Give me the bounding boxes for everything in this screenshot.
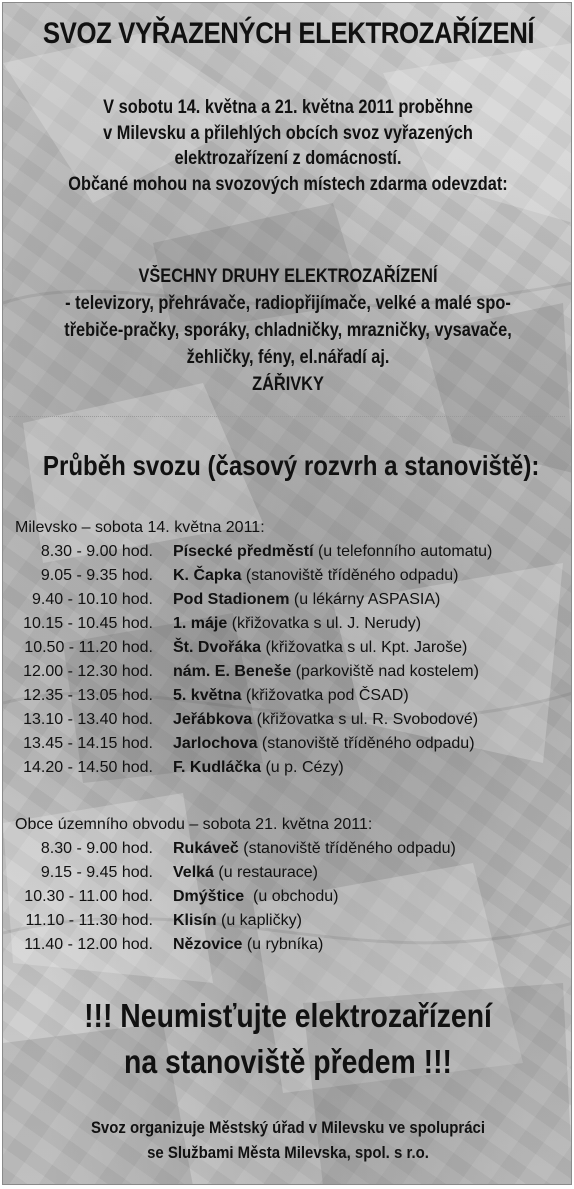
schedule-row bbox=[15, 660, 565, 684]
schedule-location bbox=[173, 612, 421, 636]
schedule-heading: Obce územního obvodu – sobota 21. května 2011: bbox=[15, 816, 373, 833]
location-name: Pod Stadionem bbox=[173, 591, 290, 608]
schedule-time: 9.15 - 9.45 hod. bbox=[40, 864, 153, 881]
schedule-time: 14.20 - 14.50 hod. bbox=[23, 759, 153, 776]
schedule-time: 8.30 - 9.00 hod. bbox=[40, 543, 153, 560]
location-note: (stanoviště tříděného odpadu) bbox=[241, 567, 459, 584]
location-name: 1. máje bbox=[173, 615, 228, 632]
poster-title: SVOZ VYŘAZENÝCH ELEKTROZAŘÍZENÍ bbox=[42, 17, 535, 50]
location-note: (u lékárny ASPASIA) bbox=[289, 591, 441, 608]
location-name: 5. května bbox=[173, 687, 242, 704]
schedule-row bbox=[15, 564, 565, 588]
schedule-location bbox=[173, 564, 459, 588]
location-note: (u rybníka) bbox=[242, 936, 324, 953]
poster bbox=[2, 2, 572, 1185]
schedule-time: 13.45 - 14.15 hod. bbox=[23, 735, 153, 752]
organizer-footer bbox=[3, 1115, 572, 1165]
items-line: žehličky, fény, el.nářadí aj. bbox=[186, 347, 390, 368]
schedule-location bbox=[173, 708, 478, 732]
schedule-time: 12.00 - 12.30 hod. bbox=[23, 663, 153, 680]
warning-text bbox=[3, 993, 572, 1085]
schedule-location bbox=[173, 540, 492, 564]
location-name: Jeřábkova bbox=[173, 711, 253, 728]
location-note: (u kapličky) bbox=[216, 912, 302, 929]
schedule-row bbox=[15, 756, 565, 780]
schedule-row bbox=[15, 732, 565, 756]
location-name: Št. Dvořáka bbox=[173, 639, 262, 656]
schedule-location bbox=[173, 588, 440, 612]
schedule-location bbox=[173, 636, 467, 660]
items-line: - televizory, přehrávače, radiopřijímače, velké a malé spo- bbox=[65, 293, 511, 314]
schedule-row bbox=[15, 684, 565, 708]
warning-line: na stanoviště předem !!! bbox=[123, 1043, 453, 1080]
location-name: nám. E. Beneše bbox=[173, 663, 292, 680]
warning-line: !!! Neumisťujte elektrozařízení bbox=[84, 997, 492, 1034]
schedule-row bbox=[15, 708, 565, 732]
schedule-row bbox=[15, 885, 565, 909]
schedule-row bbox=[15, 861, 565, 885]
schedule-time: 8.30 - 9.00 hod. bbox=[40, 840, 153, 857]
schedule-row bbox=[15, 612, 565, 636]
intro-line: Občané mohou na svozových místech zdarma odevzdat: bbox=[68, 173, 508, 195]
location-name: Písecké předměstí bbox=[173, 543, 314, 560]
location-name: Klisín bbox=[173, 912, 217, 929]
schedule-title: Průběh svozu (časový rozvrh a stanoviště): bbox=[42, 450, 540, 481]
schedule-heading: Milevsko – sobota 14. května 2011: bbox=[15, 519, 265, 536]
dotted-divider bbox=[9, 416, 565, 417]
intro-line: v Milevsku a přilehlých obcích svoz vyřazených bbox=[103, 122, 473, 144]
items-line: ZÁŘIVKY bbox=[252, 374, 324, 395]
location-note: (křižovatka s ul. R. Svobodové) bbox=[252, 711, 479, 728]
schedule-row bbox=[15, 837, 565, 861]
schedule-location bbox=[173, 684, 409, 708]
items-line: třebiče-pračky, sporáky, chladničky, mrazničky, vysavače, bbox=[64, 320, 512, 341]
location-name: Nězovice bbox=[173, 936, 243, 953]
schedule-time: 11.10 - 11.30 hod. bbox=[25, 912, 153, 929]
schedule-location bbox=[173, 909, 302, 933]
intro-text bbox=[3, 95, 572, 197]
schedule-villages bbox=[15, 813, 565, 957]
items-line: VŠECHNY DRUHY ELEKTROZAŘÍZENÍ bbox=[138, 266, 438, 287]
intro-line: V sobotu 14. května a 21. května 2011 proběhne bbox=[103, 97, 473, 118]
footer-line: Svoz organizuje Městský úřad v Milevsku ve spolupráci bbox=[90, 1118, 486, 1137]
schedule-location bbox=[173, 933, 323, 957]
location-name: F. Kudláčka bbox=[173, 759, 262, 776]
location-note: (stanoviště tříděného odpadu) bbox=[257, 735, 475, 752]
location-name: Rukáveč bbox=[173, 840, 239, 857]
location-note: (u restaurace) bbox=[213, 864, 318, 881]
location-name: Dmýštice bbox=[173, 888, 245, 905]
intro-line: elektrozařízení z domácností. bbox=[174, 148, 402, 169]
schedule-row bbox=[15, 909, 565, 933]
schedule-row bbox=[15, 588, 565, 612]
schedule-location bbox=[173, 861, 318, 885]
location-note: (parkoviště nad kostelem) bbox=[291, 663, 479, 680]
location-note: (u telefonního automatu) bbox=[313, 543, 493, 560]
schedule-row bbox=[15, 636, 565, 660]
schedule-row bbox=[15, 933, 565, 957]
schedule-row bbox=[15, 540, 565, 564]
schedule-time: 10.50 - 11.20 hod. bbox=[24, 639, 153, 656]
location-note: (u p. Cézy) bbox=[261, 759, 344, 776]
schedule-milevsko bbox=[15, 516, 565, 780]
schedule-location bbox=[173, 885, 338, 909]
schedule-time: 11.40 - 12.00 hod. bbox=[24, 936, 153, 953]
location-name: Velká bbox=[173, 864, 214, 881]
footer-line: se Službami Města Milevska, spol. s r.o. bbox=[147, 1143, 429, 1162]
schedule-time: 10.30 - 11.00 hod. bbox=[24, 888, 153, 905]
schedule-time: 9.40 - 10.10 hod. bbox=[32, 591, 153, 608]
accepted-items bbox=[3, 263, 572, 398]
location-note: (stanoviště tříděného odpadu) bbox=[238, 840, 456, 857]
location-note: (křižovatka s ul. Kpt. Jaroše) bbox=[261, 639, 468, 656]
schedule-time: 10.15 - 10.45 hod. bbox=[23, 615, 153, 632]
schedule-location bbox=[173, 756, 344, 780]
schedule-location bbox=[173, 660, 479, 684]
schedule-time: 9.05 - 9.35 hod. bbox=[40, 567, 153, 584]
location-note: (křižovatka s ul. J. Nerudy) bbox=[227, 615, 422, 632]
location-note: (křižovatka pod ČSAD) bbox=[241, 687, 409, 704]
schedule-time: 12.35 - 13.05 hod. bbox=[23, 687, 153, 704]
location-name: Jarlochova bbox=[173, 735, 258, 752]
location-note: (u obchodu) bbox=[244, 888, 339, 905]
location-name: K. Čapka bbox=[173, 567, 242, 584]
schedule-time: 13.10 - 13.40 hod. bbox=[23, 711, 153, 728]
schedule-location bbox=[173, 732, 475, 756]
schedule-location bbox=[173, 837, 456, 861]
